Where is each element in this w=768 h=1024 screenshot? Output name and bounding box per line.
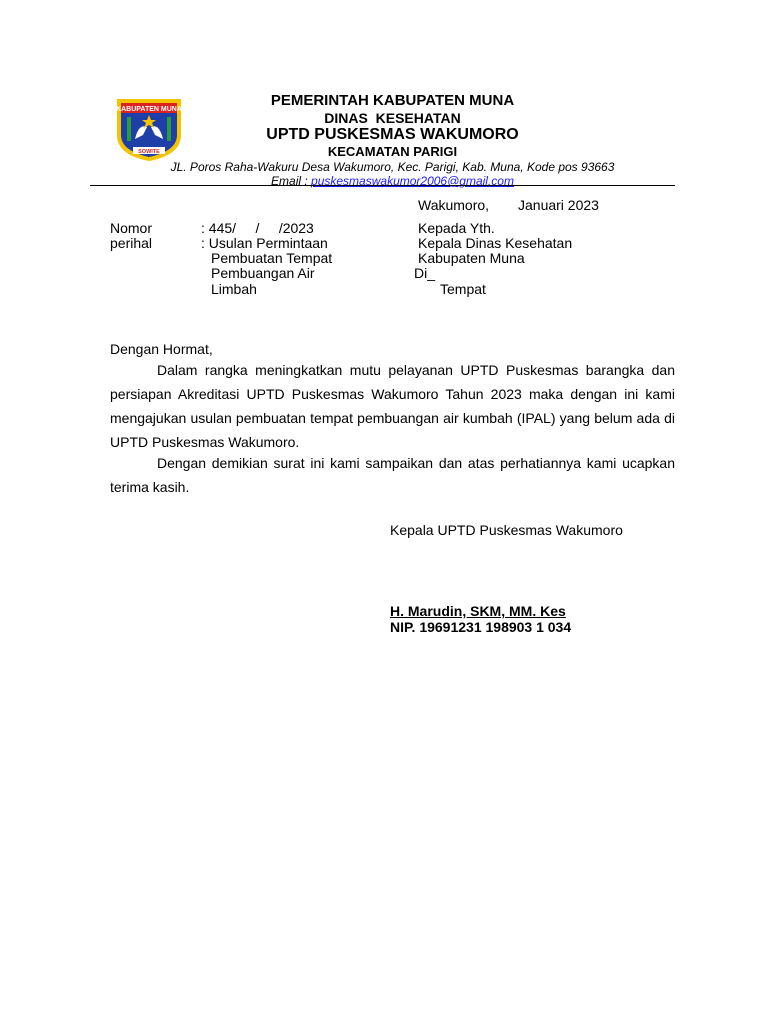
email-label: Email : [271,174,312,188]
signatory-name: H. Marudin, SKM, MM. Kes [390,603,566,619]
svg-text:KABUPATEN MUNA: KABUPATEN MUNA [116,106,182,113]
perihal-label: perihal [110,235,153,251]
recipient-line: Kepada Yth. [418,220,495,236]
department-name: DINAS KESEHATAN [324,110,461,126]
svg-text:SOWITE: SOWITE [138,149,160,155]
district-name: KECAMATAN PARIGI [327,144,458,159]
signature-title: Kepala UPTD Puskesmas Wakumoro [390,522,623,538]
recipient-line: Kabupaten Muna [418,250,525,266]
kabupaten-muna-logo [113,95,185,163]
perihal-line: : Usulan Permintaan [201,235,328,251]
email-link[interactable]: puskesmaswakumor2006@gmail.com [311,174,514,188]
nomor-label: Nomor [110,220,153,236]
letter-date: Januari 2023 [518,197,599,213]
salutation: Dengan Hormat, [110,341,213,357]
recipient-line: Tempat [440,281,486,297]
perihal-line: Limbah [211,281,257,297]
body-paragraph: Dengan demikian surat ini kami sampaikan dan atas perhatiannya kami ucapkan terima kasih. [110,455,675,495]
body-paragraph: Dalam rangka meningkatkan mutu pelayanan UPTD Puskesmas barangka dan persiapan Akreditasi UPTD Puskesmas Wakumoro Tahun 2023 maka dengan ini kami mengajukan usulan pembuatan tempat pembuangan air kumbah (IPAL) yang belum ada di UPTD Puskesmas Wakumoro. [110,362,675,450]
address-line: JL. Poros Raha-Wakuru Desa Wakumoro, Kec. Parigi, Kab. Muna, Kode pos 93663 [170,160,615,174]
recipient-line: Di_ [414,265,436,281]
date-place: Wakumoro, [418,197,490,213]
institution-name: UPTD PUSKESMAS WAKUMORO [266,126,519,143]
perihal-line: Pembuatan Tempat [211,250,333,266]
header-divider [90,185,675,186]
signatory-nip: NIP. 19691231 198903 1 034 [390,619,572,635]
perihal-line: Pembuangan Air [211,265,315,281]
recipient-line: Kepala Dinas Kesehatan [418,235,573,251]
nomor-value: : 445/ / /2023 [201,220,314,236]
government-name: PEMERINTAH KABUPATEN MUNA [270,92,515,109]
